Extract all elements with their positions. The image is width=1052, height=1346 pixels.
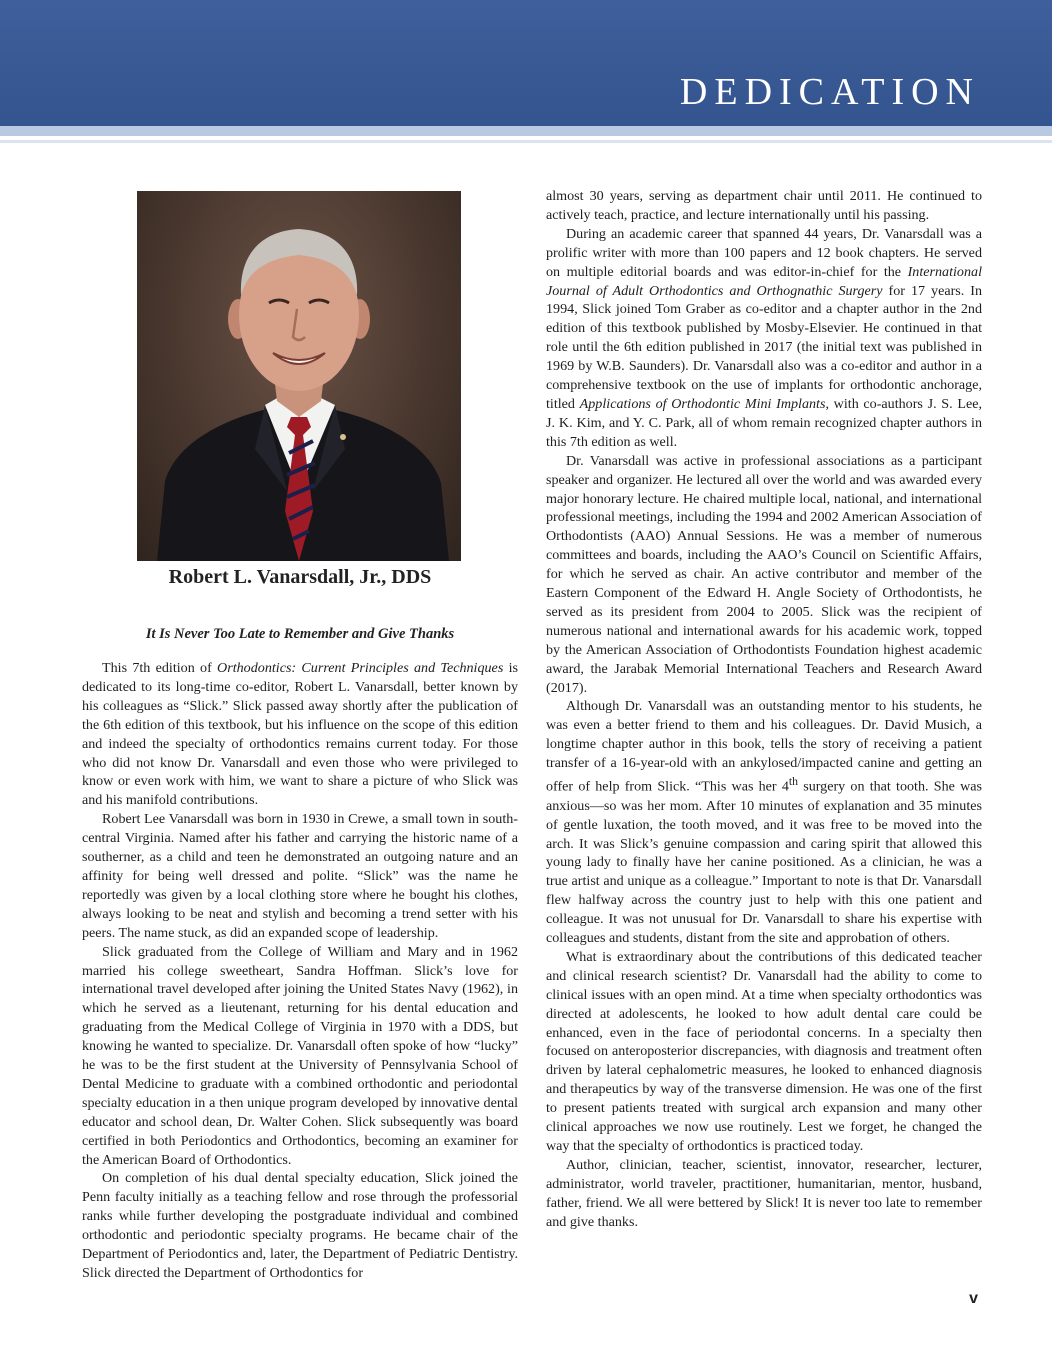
header-rule-thin	[0, 140, 1052, 143]
paragraph: Dr. Vanarsdall was active in professional associations as a participant speaker and organizer. He lectured all over the world and was awarded every major honorary lecture. He chaired multiple local, national, and international professional meetings, including the 1994 and 2002 American Association of Orthodontists (AAO) Annual Sessions. He was a member of numerous committees and boards, including the AAO’s Council on Scientific Affairs, for which he served as chair. An active contributor and member of the Eastern Component of the Edward H. Angle Society of Orthodontists, he served as its president from 2004 to 2005. Slick was the recipient of numerous national and international awards for his academic work, topped by the American Association of Orthodontists Foundation highest academic award, the Jarabak Memorial International Teachers and Research Award (2017).	[546, 452, 982, 696]
superscript: th	[788, 775, 799, 789]
portrait-photo	[137, 191, 461, 561]
right-column	[546, 187, 982, 1232]
book-title: Applications of Orthodontic Mini Implants	[579, 395, 826, 412]
left-column	[82, 659, 518, 1283]
paragraph: During an academic career that spanned 44 years, Dr. Vanarsdall was a prolific writer with more than 100 papers and 12 book chapters. He served on multiple editorial boards and was editor-in-chief for the International Journal of Adult Orthodontics and Orthognathic Surgery for 17 years. In 1994, Slick joined Tom Graber as co-editor and a chapter author in the 2nd edition of this textbook published by Mosby-Elsevier. He continued in that role until the 6th edition published in 2017 (the initial text was published in 1969 by W.B. Saunders). Dr. Vanarsdall also was a co-editor and author in a comprehensive textbook on the use of implants for orthodontic anchorage, titled Applications of Orthodontic Mini Implants, with co-authors J. S. Lee, J. K. Kim, and Y. C. Park, all of whom remain recognized chapter authors in this 7th edition as well.	[546, 225, 982, 450]
portrait-caption: Robert L. Vanarsdall, Jr., DDS	[168, 566, 432, 588]
paragraph: Author, clinician, teacher, scientist, innovator, researcher, lecturer, administrator, world traveler, practitioner, humanitarian, mentor, husband, father, friend. We all were bettered by Slick! It is never too late to remember and give thanks.	[546, 1156, 982, 1230]
book-title: Orthodontics: Current Principles and Techniques	[217, 660, 504, 676]
page-title: DEDICATION	[679, 71, 980, 113]
paragraph: Slick graduated from the College of William and Mary and in 1962 married his college sweetheart, Sandra Hoffman. Slick’s love for international travel developed after joining the United States Navy (1962), in which he served as a lieutenant, returning for his dental education and graduating from the Medical College of Virginia in 1970 with a DDS, but knowing he wanted to specialize. Dr. Vanarsdall often spoke of how “lucky” he was to be the first student at the University of Pennsylvania School of Dental Medicine to graduate with a combined orthodontic and periodontal specialty education in a then unique program developed by innovative dental educator and school dean, Dr. Walter Cohen. Slick subsequently was board certified in both Periodontics and Orthodontics, becoming an examiner for the American Board of Orthodontics.	[82, 943, 518, 1168]
page-number: v	[969, 1290, 978, 1307]
header-rule	[0, 126, 1052, 136]
dedication-tagline: It Is Never Too Late to Remember and Give Thanks	[145, 626, 455, 642]
paragraph: On completion of his dual dental specialty education, Slick joined the Penn faculty initially as a teaching fellow and rose through the professorial ranks while further developing the postgraduate individual and combined orthodontic and periodontic specialty programs. He became chair of the Department of Periodontics and, later, the Department of Pediatric Dentistry. Slick directed the Department of Orthodontics for	[82, 1170, 518, 1281]
paragraph: Although Dr. Vanarsdall was an outstanding mentor to his students, he was even a better friend to them and his colleagues. Dr. David Musich, a longtime chapter author in this book, tells the story of receiving a patient transfer of a 16-year-old with an ankylosed/impacted canine and getting an offer of help from Slick. “This was her 4th surgery on that tooth. She was anxious—so was her mom. After 10 minutes of explanation and 35 minutes of gentle luxation, the tooth moved, and it was free to be moved into the arch. It was Slick’s genuine compassion and caring spirit that allowed this young lady to finally have her canine positioned. As a clinician, he was a true artist and unique as a colleague.” Important to note is that Dr. Vanarsdall flew halfway across the country just to help with this one patient and colleague. It was not unusual for Dr. Vanarsdall to share his expertise with colleagues and students, distant from the site and approbation of others.	[546, 698, 982, 947]
paragraph: Robert Lee Vanarsdall was born in 1930 in Crewe, a small town in south-central Virginia. Named after his father and carrying the historic name of a southerner, as a child and teen he demonstrated an outgoing nature and an affinity for being well dressed and polite. “Slick” was the name he reportedly was given by a local clothing store where he bought his clothes, always looking to be neat and stylish and becoming a trend setter with his peers. The name stuck, as did an expanded scope of leadership.	[82, 811, 518, 941]
paragraph: This 7th edition of Orthodontics: Current Principles and Techniques is dedicated to its long-time co-editor, Robert L. Vanarsdall, better known by his colleagues as “Slick.” Slick passed away shortly after the publication of the 6th edition of this textbook, but his influence on the scope of this edition and indeed the specialty of orthodontics remains current today. For those who did not know Dr. Vanarsdall and even those who were privileged to know or even work with him, we want to share a picture of who Slick was and his manifold contributions.	[82, 660, 518, 809]
journal-title: International Journal of Adult Orthodontics and Orthognathic Surgery	[546, 263, 982, 299]
paragraph: What is extraordinary about the contributions of this dedicated teacher and clinical research scientist? Dr. Vanarsdall had the ability to come to clinical issues with an open mind. At a time when specialty orthodontics was directed at adolescents, he looked to how adult dental care could be enhanced, even in the face of periodontal concerns. In a specialty then focused on anteroposterior discrepancies, with diagnosis and treatment often driven by lateral cephalometric measures, he looked to enhanced diagnosis and therapeutics by way of the transverse dimension. He was one of the first to present patients treated with surgical arch expansion and many other clinical approaches we now use routinely. Lest we forget, he changed the way that the specialty of orthodontics is practiced today.	[546, 948, 982, 1154]
paragraph: almost 30 years, serving as department chair until 2011. He continued to actively teach, practice, and lecture internationally until his passing.	[546, 188, 982, 223]
portrait-illustration	[137, 191, 461, 561]
header-banner	[0, 0, 1052, 126]
